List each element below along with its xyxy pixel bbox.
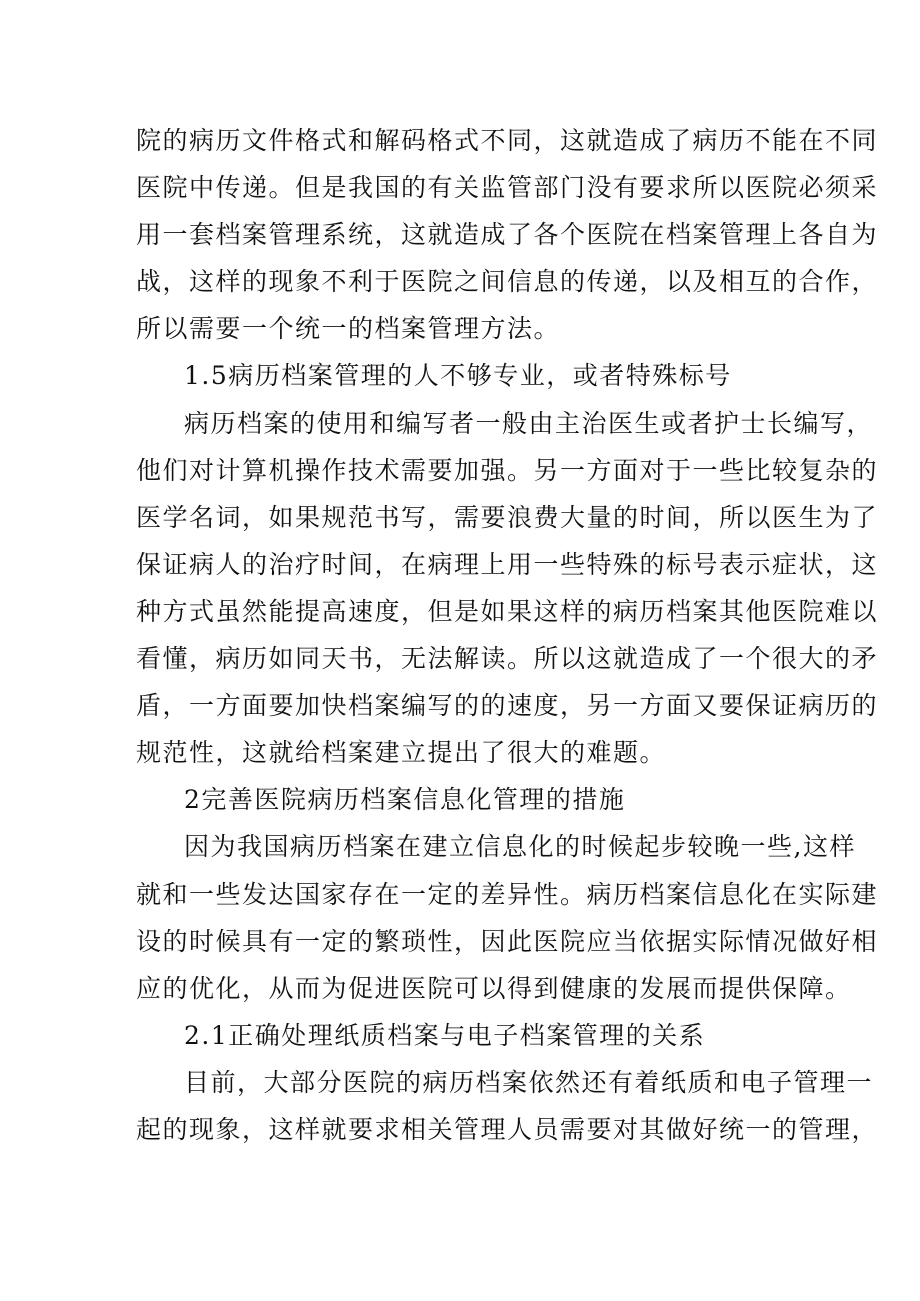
section-heading-2: 2完善医院病历档案信息化管理的措施 <box>184 785 626 815</box>
text-line-2: 医院中传递。但是我国的有关监管部门没有要求所以医院必须采 <box>136 173 879 203</box>
document-body <box>136 117 879 1153</box>
text-line-22: 起的现象，这样就要求相关管理人员需要对其做好统一的管理， <box>136 1114 879 1144</box>
text-line-14: 规范性，这就给档案建立提出了很大的难题。 <box>136 738 667 768</box>
text-line-11: 种方式虽然能提高速度，但是如果这样的病历档案其他医院难以 <box>136 596 879 626</box>
text-line-3: 用一套档案管理系统，这就造成了各个医院在档案管理上各自为 <box>136 220 879 250</box>
text-line-8: 他们对计算机操作技术需要加强。另一方面对于一些比较复杂的 <box>136 455 879 485</box>
text-line-21: 目前，大部分医院的病历档案依然还有着纸质和电子管理一 <box>184 1067 874 1097</box>
text-line-9: 医学名词，如果规范书写，需要浪费大量的时间，所以医生为了 <box>136 502 879 532</box>
text-line-1: 院的病历文件格式和解码格式不同，这就造成了病历不能在不同 <box>136 126 879 155</box>
text-line-16: 因为我国病历档案在建立信息化的时候起步较晚一些,这样 <box>184 832 856 862</box>
text-line-19: 应的优化，从而为促进医院可以得到健康的发展而提供保障。 <box>136 973 852 1003</box>
text-line-5: 所以需要一个统一的档案管理方法。 <box>136 314 561 344</box>
text-line-12: 看懂，病历如同天书，无法解读。所以这就造成了一个很大的矛 <box>136 644 879 674</box>
text-line-4: 战，这样的现象不利于医院之间信息的传递，以及相互的合作， <box>136 267 879 297</box>
section-heading-1-5: 1.5病历档案管理的人不够专业，或者特殊标号 <box>184 361 732 391</box>
section-heading-2-1: 2.1正确处理纸质档案与电子档案管理的关系 <box>184 1020 706 1050</box>
text-line-13: 盾，一方面要加快档案编写的的速度，另一方面又要保证病历的 <box>136 691 879 721</box>
text-line-10: 保证病人的治疗时间，在病理上用一些特殊的标号表示症状，这 <box>136 549 879 579</box>
text-line-18: 设的时候具有一定的繁琐性，因此医院应当依据实际情况做好相 <box>136 926 879 956</box>
text-line-7: 病历档案的使用和编写者一般由主治医生或者护士长编写， <box>184 408 874 438</box>
text-line-17: 就和一些发达国家存在一定的差异性。病历档案信息化在实际建 <box>136 879 879 909</box>
